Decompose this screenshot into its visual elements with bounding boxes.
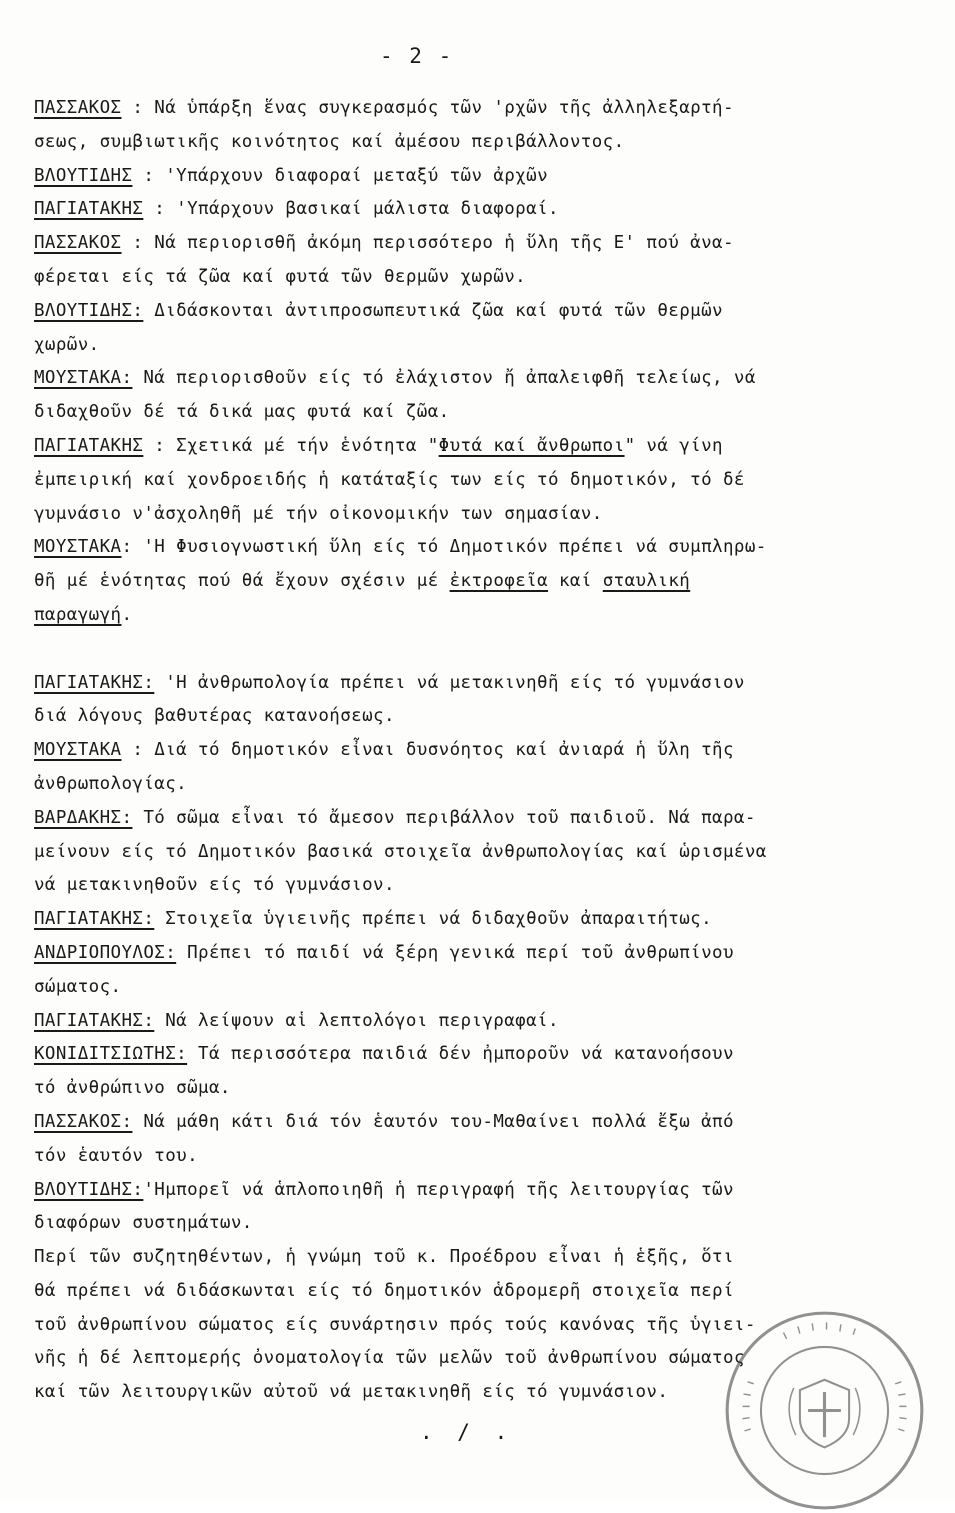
speaker-name: ΠΑΓΙΑΤΑΚΗΣ: xyxy=(34,909,155,930)
text-line xyxy=(34,193,924,227)
statement-text: Νά λείψουν αἱ λεπτολόγοι περιγραφαί. xyxy=(154,1010,559,1031)
text-line xyxy=(34,1275,924,1309)
speaker-name: ΚΟΝΙΔΙΤΣΙΩΤΗΣ: xyxy=(34,1044,188,1065)
speaker-name: ΠΑΓΙΑΤΑΚΗΣ: xyxy=(34,672,155,693)
speaker-name: ΠΑΓΙΑΤΑΚΗΣ xyxy=(34,435,144,456)
speaker-name: ΠΑΣΣΑΚΟΣ xyxy=(34,233,122,254)
statement-text: φέρεται είς τά ζῶα καί φυτά τῶν θερμῶν χωρῶν. xyxy=(34,266,527,287)
text-line xyxy=(34,1072,924,1106)
statement-text: νῆς ἡ δέ λεπτομερής ὀνοματολογία τῶν μελῶν τοῦ ἀνθρωπίνου σώματος xyxy=(34,1348,745,1369)
text-line xyxy=(34,937,924,971)
text-line xyxy=(34,531,924,565)
statement-text: Νά περιορισθοῦν είς τό ἐλάχιστον ἤ ἀπαλειφθῆ τελείως, νά xyxy=(132,368,756,389)
underlined-term: ἐκτροφεῖα xyxy=(449,571,549,592)
blank-line xyxy=(34,633,924,667)
text-line xyxy=(34,1106,924,1140)
statement-text: Τό σῶμα εἶναι τό ἄμεσον περιβάλλον τοῦ παιδιοῦ. Νά παρα- xyxy=(132,807,756,828)
statement-text: : 'Υπάρχουν διαφοραί μεταξύ τῶν ἀρχῶν xyxy=(132,165,549,186)
statement-text: καί τῶν λειτουργικῶν αὐτοῦ νά μετακινηθῆ είς τό γυμνάσιον. xyxy=(34,1382,669,1403)
page-number: - 2 - xyxy=(380,44,454,68)
underlined-topic: Φυτά καί ἄνθρωποι xyxy=(438,435,625,456)
text-line xyxy=(34,802,924,836)
text-line xyxy=(34,362,924,396)
text-line xyxy=(34,227,924,261)
statement-text: : 'Υπάρχουν βασικαί μάλιστα διαφοραί. xyxy=(143,199,559,220)
text-line xyxy=(34,565,924,599)
seal-emblem-icon xyxy=(789,1380,860,1448)
text-line xyxy=(34,464,924,498)
speaker-name: ΠΑΓΙΑΤΑΚΗΣ xyxy=(34,199,144,220)
text-line xyxy=(34,903,924,937)
text-line xyxy=(34,734,924,768)
speaker-name: ΠΑΓΙΑΤΑΚΗΣ: xyxy=(34,1010,155,1031)
statement-text: τόν ἑαυτόν του. xyxy=(34,1145,199,1166)
speaker-name: ΠΑΣΣΑΚΟΣ xyxy=(34,98,122,118)
statement-text: Πρέπει τό παιδί νά ξέρη γενικά περί τοῦ ἀνθρωπίνου xyxy=(176,942,734,963)
statement-text: Στοιχεῖα ὑγιεινῆς πρέπει νά διδαχθοῦν ἀπαραιτήτως. xyxy=(154,909,713,930)
statement-text: μείνουν είς τό Δημοτικόν βασικά στοιχεῖα ἀνθρωπολογίας καί ὡρισμένα xyxy=(34,841,767,862)
speaker-name: ΜΟΥΣΤΑΚΑ: xyxy=(34,368,133,389)
speaker-name: ΒΛΟΥΤΙΔΗΣ: xyxy=(34,1179,144,1200)
statement-text: διδαχθοῦν δέ τά δικά μας φυτά καί ζῶα. xyxy=(34,402,450,423)
statement-text: διά λόγους βαθυτέρας κατανοήσεως. xyxy=(34,706,395,727)
speaker-name: ΒΛΟΥΤΙΔΗΣ: xyxy=(34,300,144,321)
statement-text: 'Ημπορεῖ νά ἁπλοποιηθῆ ἡ περιγραφή τῆς λειτουργίας τῶν xyxy=(143,1179,734,1200)
statement-text: τό ἀνθρώπινο σῶμα. xyxy=(34,1078,231,1099)
text-line xyxy=(34,1174,924,1208)
text-line xyxy=(34,1038,924,1072)
speaker-name: ΠΑΣΣΑΚΟΣ: xyxy=(34,1111,133,1132)
statement-text: νά μετακινηθοῦν είς τό γυμνάσιον. xyxy=(34,875,395,896)
text-line xyxy=(34,667,924,701)
text-line xyxy=(34,700,924,734)
text-line xyxy=(34,1207,924,1241)
statement-text: χωρῶν. xyxy=(34,334,100,355)
text-line xyxy=(34,295,924,329)
text-line xyxy=(34,160,924,194)
statement-text: καί xyxy=(548,571,603,592)
text-line xyxy=(34,126,924,160)
statement-text: Τά περισσότερα παιδιά δέν ἠμποροῦν νά κατανοήσουν xyxy=(187,1044,734,1065)
text-line xyxy=(34,92,924,126)
underlined-term: σταυλική xyxy=(602,571,691,592)
text-line xyxy=(34,498,924,532)
text-line xyxy=(34,971,924,1005)
text-line xyxy=(34,836,924,870)
text-line xyxy=(34,1005,924,1039)
statement-text: ἐμπειρική καί χονδροειδής ἡ κατάταξίς των είς τό δημοτικόν, τό δέ xyxy=(34,469,745,490)
statement-text: Περί τῶν συζητηθέντων, ἡ γνώμη τοῦ κ. Προέδρου εἶναι ἡ ἑξῆς, ὅτι xyxy=(34,1247,734,1268)
text-line xyxy=(34,261,924,295)
text-line xyxy=(34,329,924,363)
text-line xyxy=(34,430,924,464)
text-line xyxy=(34,869,924,903)
underlined-term: παραγωγή xyxy=(34,604,122,625)
text-line xyxy=(34,599,924,633)
text-line xyxy=(34,768,924,802)
statement-text: θῆ μέ ἑνότητας πού θά ἔχουν σχέσιν μέ xyxy=(34,571,450,592)
speaker-name: ΜΟΥΣΤΑΚΑ xyxy=(34,537,122,558)
statement-text: : 'Η Φυσιογνωστική ὕλη είς τό Δημοτικόν πρέπει νά συμπληρω- xyxy=(121,537,767,558)
statement-text: Νά μάθη κάτι διά τόν ἑαυτόν του-Μαθαίνει πολλά ἔξω ἀπό xyxy=(132,1111,734,1132)
speaker-name: ΒΛΟΥΤΙΔΗΣ xyxy=(34,165,133,186)
statement-text: : Νά περιορισθῆ ἀκόμη περισσότερο ἡ ὕλη τῆς Ε' πού ἀνα- xyxy=(121,233,734,254)
statement-text: : Σχετικά μέ τήν ἑνότητα " xyxy=(143,435,439,456)
statement-text: Διδάσκονται ἀντιπροσωπευτικά ζῶα καί φυτά τῶν θερμῶν xyxy=(143,300,723,321)
speaker-name: ΑΝΔΡΙΟΠΟΥΛΟΣ: xyxy=(34,942,177,963)
statement-text: σεως, συμβιωτικῆς κοινότητος καί ἀμέσου περιβάλλοντος. xyxy=(34,131,625,152)
statement-text: ἀνθρωπολογίας. xyxy=(34,773,188,794)
statement-text: θά πρέπει νά διδάσκωνται είς τό δημοτικόν ἁδρομερῆ στοιχεῖα περί xyxy=(34,1280,734,1301)
statement-text: γυμνάσιο ν'ἀσχοληθῆ μέ τήν οἰκονομικήν των σημασίαν. xyxy=(34,503,603,524)
end-mark: . / . xyxy=(420,1420,514,1444)
statement-text: σώματος. xyxy=(34,976,122,997)
text-line xyxy=(34,396,924,430)
statement-text: : Διά τό δημοτικόν εἶναι δυσνόητος καί ἀνιαρά ἡ ὕλη τῆς xyxy=(121,740,734,761)
minutes-body xyxy=(34,92,924,1410)
statement-text: τοῦ ἀνθρωπίνου σώματος είς συνάρτησιν πρός τούς κανόνας τῆς ὑγιει- xyxy=(34,1314,756,1335)
text-line xyxy=(34,1241,924,1275)
statement-text: " νά γίνη xyxy=(624,435,723,456)
text-line xyxy=(34,1140,924,1174)
speaker-name: ΒΑΡΔΑΚΗΣ: xyxy=(34,807,133,828)
statement-text: διαφόρων συστημάτων. xyxy=(34,1213,253,1234)
statement-text: 'Η ἀνθρωπολογία πρέπει νά μετακινηθῆ είς τό γυμνάσιον xyxy=(154,672,745,693)
speaker-name: ΜΟΥΣΤΑΚΑ xyxy=(34,740,122,761)
official-seal-stamp xyxy=(722,1308,927,1513)
statement-text: : Νά ὑπάρξη ἕνας συγκερασμός τῶν 'ρχῶν τῆς ἀλληλεξαρτή- xyxy=(121,98,734,118)
statement-text: . xyxy=(121,604,133,625)
